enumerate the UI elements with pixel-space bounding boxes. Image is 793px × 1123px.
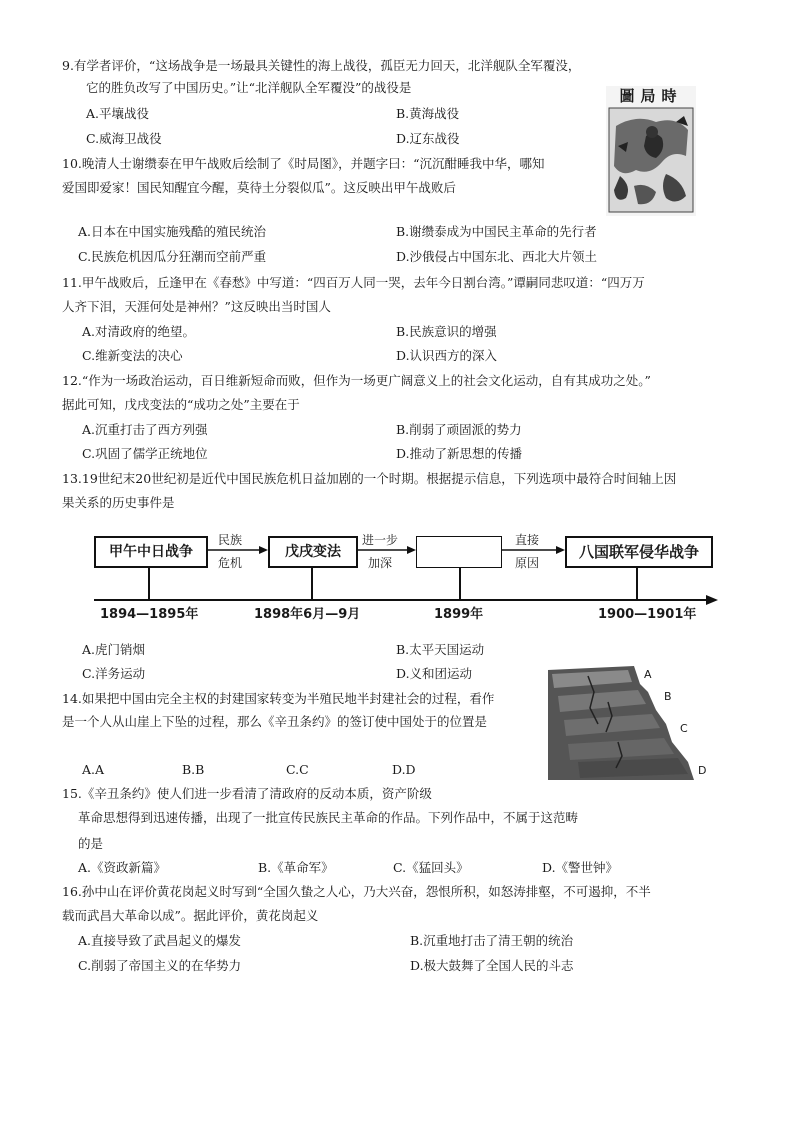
q16-option-a: A.直接导致了武昌起义的爆发 [78,933,242,948]
q9-option-d: D.辽东战役 [396,131,460,146]
q15-stem-line1: 15.《辛丑条约》使人们进一步看清了清政府的反动本质，资产阶级 [62,786,432,801]
arrow1-label-bottom: 危机 [218,556,243,570]
timeline-year-1900: 1900—1901年 [598,607,697,622]
arrow1-label-top: 民族 [218,533,243,547]
q12-option-d: D.推动了新思想的传播 [396,446,523,461]
timeline-box-blank [416,536,502,568]
arrow2-label-top: 进一步 [362,533,399,547]
q16-option-b: B.沉重地打击了清王朝的统治 [410,933,574,948]
q13-option-b: B.太平天国运动 [396,642,485,657]
arrow3-label-top: 直接 [515,533,540,547]
q11-stem-line1: 11.甲午战败后，丘逢甲在《春愁》中写道：“四百万人同一哭，去年今日割台湾。”谭嗣同悲叹道：“四万万 [62,275,645,290]
q13-option-c: C.洋务运动 [82,666,146,681]
q14-option-b: B.B [182,762,205,777]
q15-stem-line2: 革命思想得到迅速传播，出现了一批宣传民族民主革命的作品。下列作品中，不属于这范畴 [78,810,579,825]
arrow3-label-bottom: 原因 [515,556,540,570]
q16-option-d: D.极大鼓舞了全国人民的斗志 [410,958,574,973]
q10-option-c: C.民族危机因瓜分狂潮而空前严重 [78,249,267,264]
q10-option-a: A.日本在中国实施残酷的殖民统治 [78,224,267,239]
shiju-tu-title: 圖局時 [619,87,683,105]
q11-stem-line2: 人齐下泪，天涯何处是神州？”这反映出当时国人 [62,299,331,314]
q11-option-c: C.维新变法的决心 [82,348,183,363]
q9-option-a: A.平壤战役 [86,106,150,121]
q10-option-d: D.沙俄侵占中国东北、西北大片领土 [396,249,598,264]
shiju-tu-cartoon-image [606,86,696,216]
timeline-box-reform: 戊戌变法 [268,536,358,568]
q9-option-b: B.黄海战役 [396,106,460,121]
q10-stem-line1: 10.晚清人士谢缵泰在甲午战败后绘制了《时局图》，并题字曰：“沉沉酣睡我中华，哪知 [62,156,545,171]
q15-option-a: A.《资政新篇》 [78,860,167,875]
q9-stem-line1: 9.有学者评价，“这场战争是一场最具关键性的海上战役，孤臣无力回天，北洋舰队全军覆没， [62,58,581,73]
q16-stem-line1: 16.孙中山在评价黄花岗起义时写到“全国久蛰之人心，乃大兴奋，怨恨所积，如怒涛排壑，不可遏抑，不半 [62,884,651,899]
q14-option-c: C.C [286,762,309,777]
q12-stem-line2: 据此可知，戊戌变法的“成功之处”主要在于 [62,397,300,412]
q11-option-a: A.对清政府的绝望。 [82,324,196,339]
q10-option-b: B.谢缵泰成为中国民主革命的先行者 [396,224,597,239]
q13-stem-line2: 果关系的历史事件是 [62,495,175,510]
q10-stem-line2: 爱国即爱家！国民知醒宜今醒，莫待土分裂似瓜”。这反映出甲午战败后 [62,180,456,195]
timeline-year-1894: 1894—1895年 [100,607,199,622]
cliff-label-d: D [698,764,707,777]
q9-option-c: C.威海卫战役 [86,131,162,146]
cliff-label-a: A [644,668,652,681]
q16-option-c: C.削弱了帝国主义的在华势力 [78,958,242,973]
q15-option-d: D.《警世钟》 [542,860,619,875]
timeline-box-sino-japanese-war: 甲午中日战争 [94,536,208,568]
q13-stem-line1: 13.19世纪末20世纪初是近代中国民族危机日益加剧的一个时期。根据提示信息，下列选项中最符合时间轴上因 [62,471,677,486]
q12-option-b: B.削弱了顽固派的势力 [396,422,522,437]
q12-stem-line1: 12.“作为一场政治运动，百日维新短命而败，但作为一场更广阔意义上的社会文化运动，自有其成功之处。” [62,373,651,388]
q14-stem-line1: 14.如果把中国由完全主权的封建国家转变为半殖民地半封建社会的过程，看作 [62,691,495,706]
arrow2-label-bottom: 加深 [368,556,393,570]
q14-stem-line2: 是一个人从山崖上下坠的过程，那么《辛丑条约》的签订使中国处于的位置是 [62,714,488,729]
q14-option-d: D.D [392,762,416,777]
q14-option-a: A.A [82,762,105,777]
q11-option-b: B.民族意识的增强 [396,324,497,339]
cliff-fall-image [548,662,710,780]
timeline-year-1899: 1899年 [434,607,484,622]
q13-timeline-diagram [90,528,720,620]
q13-option-d: D.义和团运动 [396,666,473,681]
timeline-year-1898: 1898年6月—9月 [254,607,361,622]
q15-option-b: B.《革命军》 [258,860,334,875]
q13-option-a: A.虎门销烟 [82,642,146,657]
q9-stem-line2: 它的胜负改写了中国历史。”让“北洋舰队全军覆没”的战役是 [86,80,412,95]
q16-stem-line2: 载而武昌大革命以成”。据此评价，黄花岗起义 [62,908,319,923]
cliff-label-c: C [680,722,688,735]
q12-option-a: A.沉重打击了西方列强 [82,422,208,437]
q12-option-c: C.巩固了儒学正统地位 [82,446,208,461]
timeline-box-eight-nation-war: 八国联军侵华战争 [565,536,713,568]
q15-option-c: C.《猛回头》 [393,860,469,875]
q15-stem-line3: 的是 [78,836,104,851]
q11-option-d: D.认识西方的深入 [396,348,498,363]
cliff-label-b: B [664,690,672,703]
